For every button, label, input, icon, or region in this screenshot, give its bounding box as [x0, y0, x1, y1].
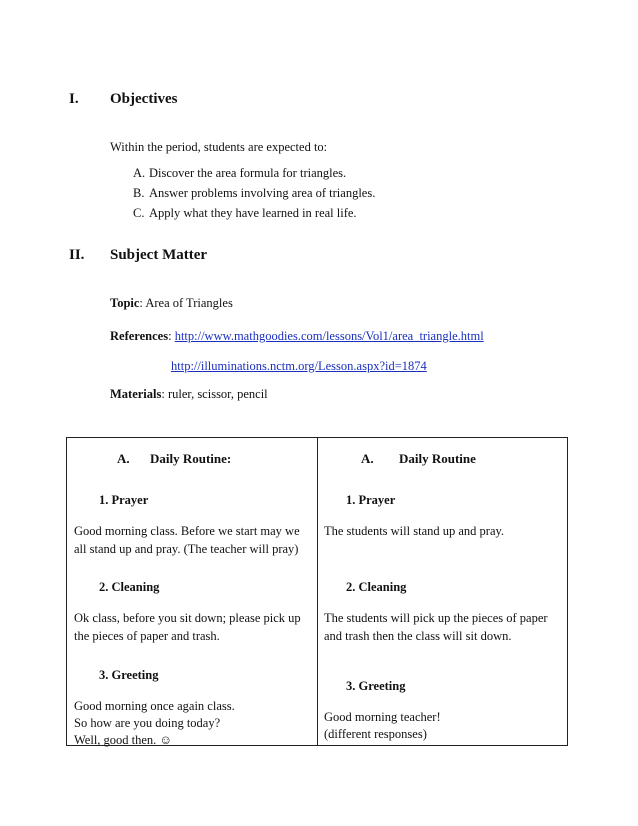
left-heading-text: Daily Routine:	[150, 451, 232, 466]
reference-link-illuminations[interactable]: http://illuminations.nctm.org/Lesson.aspx?id=1874	[171, 359, 427, 373]
right-prayer-text-1: The students will stand up and pray.	[324, 524, 505, 538]
section-number-objectives: I.	[69, 91, 79, 107]
topic-value: : Area of Triangles	[139, 296, 233, 310]
objective-item-a: Discover the area formula for triangles.	[149, 166, 347, 180]
references-line	[110, 329, 484, 344]
right-greeting-text-2: (different responses)	[324, 727, 427, 741]
right-prayer-title: 1. Prayer	[346, 493, 396, 507]
objective-letter-a: A.	[133, 166, 146, 180]
left-heading-letter: A.	[117, 451, 130, 466]
objective-item-b: Answer problems involving area of triangles.	[149, 186, 376, 200]
right-heading-text: Daily Routine	[399, 451, 476, 466]
left-greeting-text-2: So how are you doing today?	[74, 716, 221, 730]
section-number-subject-matter: II.	[69, 247, 85, 263]
left-cleaning-text-2: the pieces of paper and trash.	[74, 629, 220, 643]
left-prayer-text-1: Good morning class. Before we start may we	[74, 524, 300, 538]
materials-line	[110, 387, 268, 402]
left-prayer-title: 1. Prayer	[99, 493, 149, 507]
objective-item-c: Apply what they have learned in real life.	[149, 206, 357, 220]
right-greeting-text-1: Good morning teacher!	[324, 710, 441, 724]
right-heading-letter: A.	[361, 451, 374, 466]
reference-link-mathgoodies[interactable]: http://www.mathgoodies.com/lessons/Vol1/area_triangle.html	[174, 329, 484, 343]
materials-label: Materials	[110, 387, 162, 401]
objective-letter-b: B.	[133, 186, 145, 200]
references-label: References	[110, 329, 169, 343]
topic-line	[110, 296, 233, 311]
topic-label: Topic	[110, 296, 140, 310]
left-greeting-text-1: Good morning once again class.	[74, 699, 235, 713]
left-prayer-text-2: all stand up and pray. (The teacher will pray)	[74, 542, 299, 556]
objective-letter-c: C.	[133, 206, 145, 220]
objectives-intro: Within the period, students are expected to:	[110, 140, 328, 154]
materials-value: : ruler, scissor, pencil	[161, 387, 268, 401]
references-separator: :	[168, 329, 175, 343]
right-greeting-title: 3. Greeting	[346, 679, 406, 693]
references-line-2	[171, 359, 427, 374]
left-greeting-text-3: Well, good then. ☺	[74, 733, 173, 747]
section-title-subject-matter: Subject Matter	[110, 247, 208, 263]
left-greeting-title: 3. Greeting	[99, 668, 159, 682]
routine-table-divider	[317, 437, 318, 746]
right-cleaning-text-2: and trash then the class will sit down.	[324, 629, 512, 643]
right-cleaning-title: 2. Cleaning	[346, 580, 407, 594]
section-title-objectives: Objectives	[110, 91, 178, 107]
right-cleaning-text-1: The students will pick up the pieces of paper	[324, 611, 548, 625]
left-cleaning-text-1: Ok class, before you sit down; please pick up	[74, 611, 301, 625]
left-cleaning-title: 2. Cleaning	[99, 580, 160, 594]
